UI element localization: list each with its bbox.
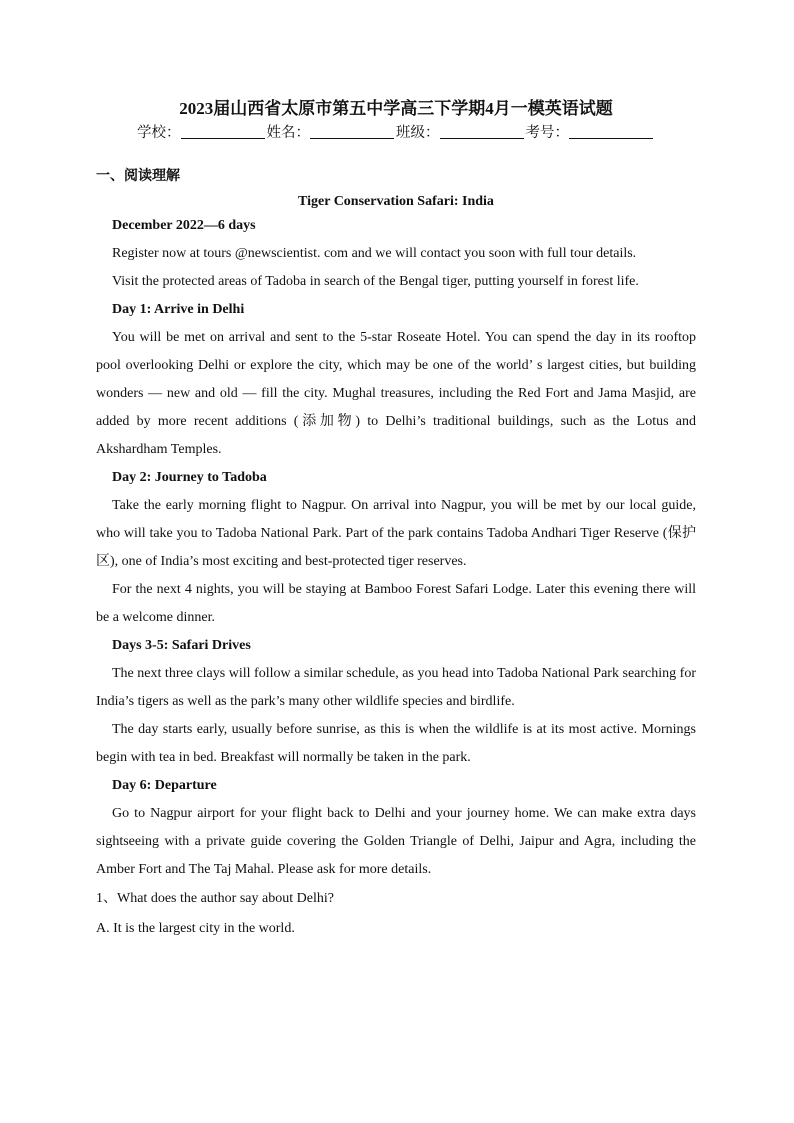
days3-5-paragraph-1: The next three clays will follow a similar schedule, as you head into Tadoba National Park searching for India’s tigers as well as the park’s many other wildlife species and birdlife. bbox=[96, 666, 696, 709]
day2-paragraph-1: Take the early morning flight to Nagpur. On arrival into Nagpur, you will be met by our local guide, who will take you to Tadoba National Park. Part of the park contains Tadoba Andhari Tiger Reserve (保护区), one of India’s most exciting and best-protected tiger reserves. bbox=[96, 498, 696, 569]
date-heading: December 2022—6 days bbox=[112, 218, 256, 233]
intro-paragraph-2: Visit the protected areas of Tadoba in search of the Bengal tiger, putting yourself in forest life. bbox=[112, 274, 639, 289]
name-blank[interactable] bbox=[310, 124, 394, 139]
exam-number-blank[interactable] bbox=[569, 124, 653, 139]
student-info-line bbox=[96, 122, 696, 144]
section-heading: 一、阅读理解 bbox=[96, 169, 180, 184]
day6-heading: Day 6: Departure bbox=[112, 778, 217, 793]
exam-title: 2023届山西省太原市第五中学高三下学期4月一模英语试题 bbox=[179, 99, 613, 118]
school-blank[interactable] bbox=[181, 124, 265, 139]
intro-paragraph-1: Register now at tours @newscientist. com and we will contact you soon with full tour details. bbox=[112, 246, 637, 261]
name-label: 姓名： bbox=[266, 125, 310, 141]
days3-5-heading: Days 3-5: Safari Drives bbox=[112, 638, 251, 653]
document-page bbox=[96, 96, 696, 944]
class-label: 班级： bbox=[396, 125, 440, 141]
day2-heading: Day 2: Journey to Tadoba bbox=[112, 470, 267, 485]
exam-number-label: 考号： bbox=[525, 125, 569, 141]
question-1-option-a[interactable]: A. It is the largest city in the world. bbox=[96, 921, 295, 936]
day6-paragraph: Go to Nagpur airport for your flight back to Delhi and your journey home. We can make extra days sightseeing with a private guide covering the Golden Triangle of Delhi, Jaipur and Agra, including the Amber Fort and The Taj Mahal. Please ask for more details. bbox=[96, 806, 696, 877]
question-1-stem: 1、What does the author say about Delhi? bbox=[96, 891, 334, 906]
day1-paragraph: You will be met on arrival and sent to the 5-star Roseate Hotel. You can spend the day in its rooftop pool overlooking Delhi or explore the city, which may be one of the world’ s largest cities, but building wonders — new and old — fill the city. Mughal treasures, including the Red Fort and Jama Masjid, are added by more recent additions (添加物) to Delhi’s traditional buildings, such as the Lotus and Akshardham Temples. bbox=[96, 330, 696, 457]
days3-5-paragraph-2: The day starts early, usually before sunrise, as this is when the wildlife is at its most active. Mornings begin with tea in bed. Breakfast will normally be taken in the park. bbox=[96, 722, 696, 765]
passage-title: Tiger Conservation Safari: India bbox=[298, 194, 494, 209]
day2-paragraph-2: For the next 4 nights, you will be staying at Bamboo Forest Safari Lodge. Later this evening there will be a welcome dinner. bbox=[96, 582, 696, 625]
class-blank[interactable] bbox=[440, 124, 524, 139]
day1-heading: Day 1: Arrive in Delhi bbox=[112, 302, 245, 317]
school-label: 学校： bbox=[137, 125, 181, 141]
